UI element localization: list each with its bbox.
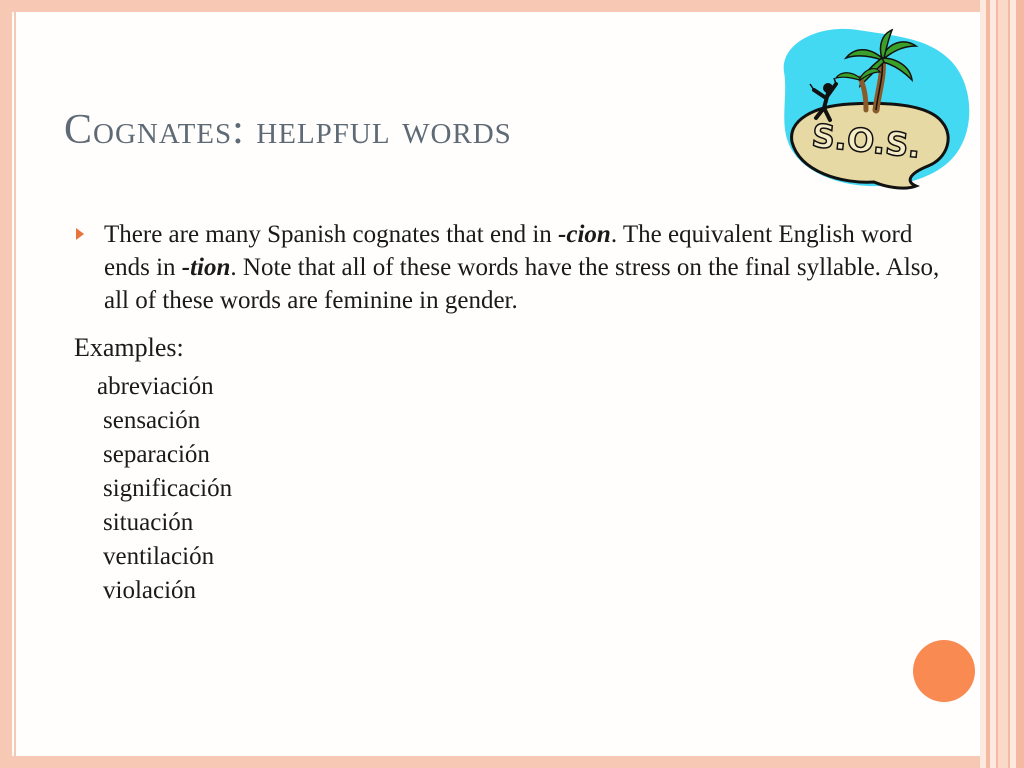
frame-top-border bbox=[0, 0, 1024, 12]
suffix-cion: -cion bbox=[558, 221, 611, 248]
frame-bottom-border bbox=[0, 756, 1024, 768]
bullet-text-part-1: There are many Spanish cognates that end in bbox=[104, 221, 559, 248]
list-item: separación bbox=[103, 441, 210, 468]
slide-body bbox=[70, 218, 950, 608]
list-item: abreviación bbox=[97, 373, 214, 400]
frame-left-border bbox=[0, 0, 12, 768]
list-item: ventilación bbox=[103, 543, 215, 570]
bullet-paragraph bbox=[104, 218, 952, 317]
decorative-circle bbox=[913, 640, 975, 702]
slide-title: Cognates: helpful words bbox=[64, 107, 512, 153]
list-item: situación bbox=[103, 509, 194, 536]
examples-heading: Examples: bbox=[74, 333, 184, 362]
suffix-tion: -tion bbox=[181, 254, 231, 281]
bullet-text-part-3: . Note that all of these words have the stress on the final syllable. Also, all of these words are feminine in gender. bbox=[104, 254, 940, 314]
list-item: significación bbox=[103, 475, 233, 502]
bullet-item bbox=[70, 218, 950, 317]
sos-sign-text: S.O.S. bbox=[810, 116, 923, 166]
examples-list bbox=[70, 370, 950, 608]
list-item: sensación bbox=[103, 407, 201, 434]
bullet-arrow-icon bbox=[76, 228, 84, 240]
list-item: violación bbox=[103, 577, 197, 604]
bullet-text-part-2: . The equivalent English word ends in bbox=[104, 221, 913, 281]
sos-island-icon bbox=[778, 24, 976, 194]
frame-right-stripes bbox=[980, 0, 1024, 768]
